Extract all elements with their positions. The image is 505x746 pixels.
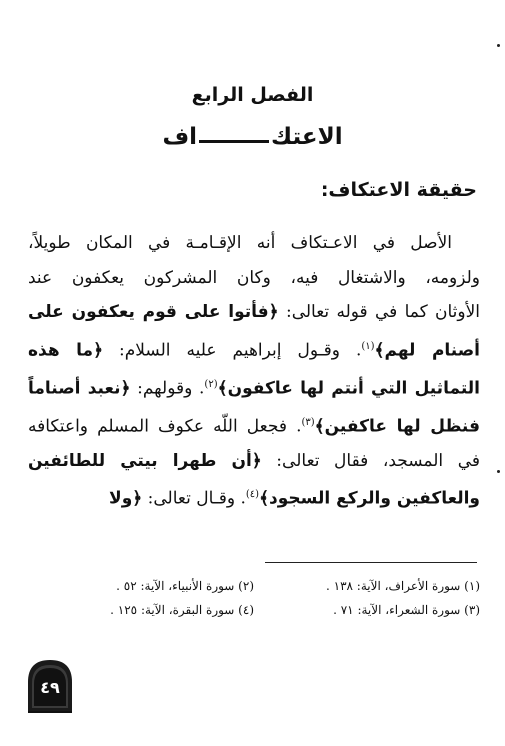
quran-quote: ﴿أن طهرا بيتي للطائفين [28,450,262,471]
body-text: . وقـول إبراهيم عليه السلام: [103,340,362,361]
footnote-item: (٤) سورة البقرة، الآية: ١٢٥ . [110,603,254,617]
body-line [28,444,480,479]
body-text: في المسجد، فقال تعالى: [261,450,480,471]
body-line [28,295,480,330]
footnote-divider [265,562,477,563]
footnote-ref: (١) [361,340,375,352]
quran-quote: ﴿نعبد أصناماً [28,378,131,399]
quran-quote: ﴿ما هذه [28,340,104,361]
quran-quote: ﴿فأتوا على قوم يعكفون على [28,302,279,322]
scan-speck [497,44,500,47]
footnote-ref: (٤) [245,489,260,501]
body-line [28,406,480,444]
footnotes [28,574,480,622]
footnote-row [28,598,480,622]
quran-quote: والعاكفين والركع السجود﴾ [259,489,480,510]
quran-quote: ﴿ولا [109,489,143,510]
section-heading: حقيقة الاعتكاف: [320,179,477,201]
body-text: . وقولهم: [130,378,205,399]
body-line: الأصل في الاعـتكاف أنه الإقـامـة في المكان طويلاً، [28,233,452,253]
footnote-row [28,574,480,598]
body-line [28,368,480,406]
quran-quote: التماثيل التي أنتم لها عاكفون﴾ [217,378,480,399]
body-text: . فجعل اللّه عكوف المسلم واعتكافه [28,416,302,437]
footnote-item: (٢) سورة الأنبياء، الآية: ٥٢ . [116,579,254,593]
footnote-ref: (٣) [301,416,315,428]
page-number-badge [24,656,76,714]
body-line [28,478,480,516]
quran-quote: فنظل لها عاكفين﴾ [314,416,480,437]
footnote-ref: (٢) [204,378,218,390]
title-kashida-stroke [199,140,269,143]
title-part-end: اف [162,124,198,150]
footnote-item: (١) سورة الأعراف، الآية: ١٣٨ . [326,579,480,593]
footnote-item: (٣) سورة الشعراء، الآية: ٧١ . [333,603,480,617]
quran-quote: أصنام لهم﴾ [374,340,480,361]
body-text: . وقـال تعالى: [142,489,246,510]
chapter-heading: الفصل الرابع [191,84,314,106]
body-line [28,330,480,368]
title-part-start: الاعتك [271,124,343,150]
page-number: ٤٩ [40,678,60,697]
body-text: الأوثان كما في قوله تعالى: [278,302,480,322]
scan-speck [497,470,500,473]
chapter-title [0,124,505,150]
body-line: ولزومه، والاشتغال فيه، وكان المشركون يعكفون عند [28,267,480,288]
body-paragraph [28,226,480,517]
